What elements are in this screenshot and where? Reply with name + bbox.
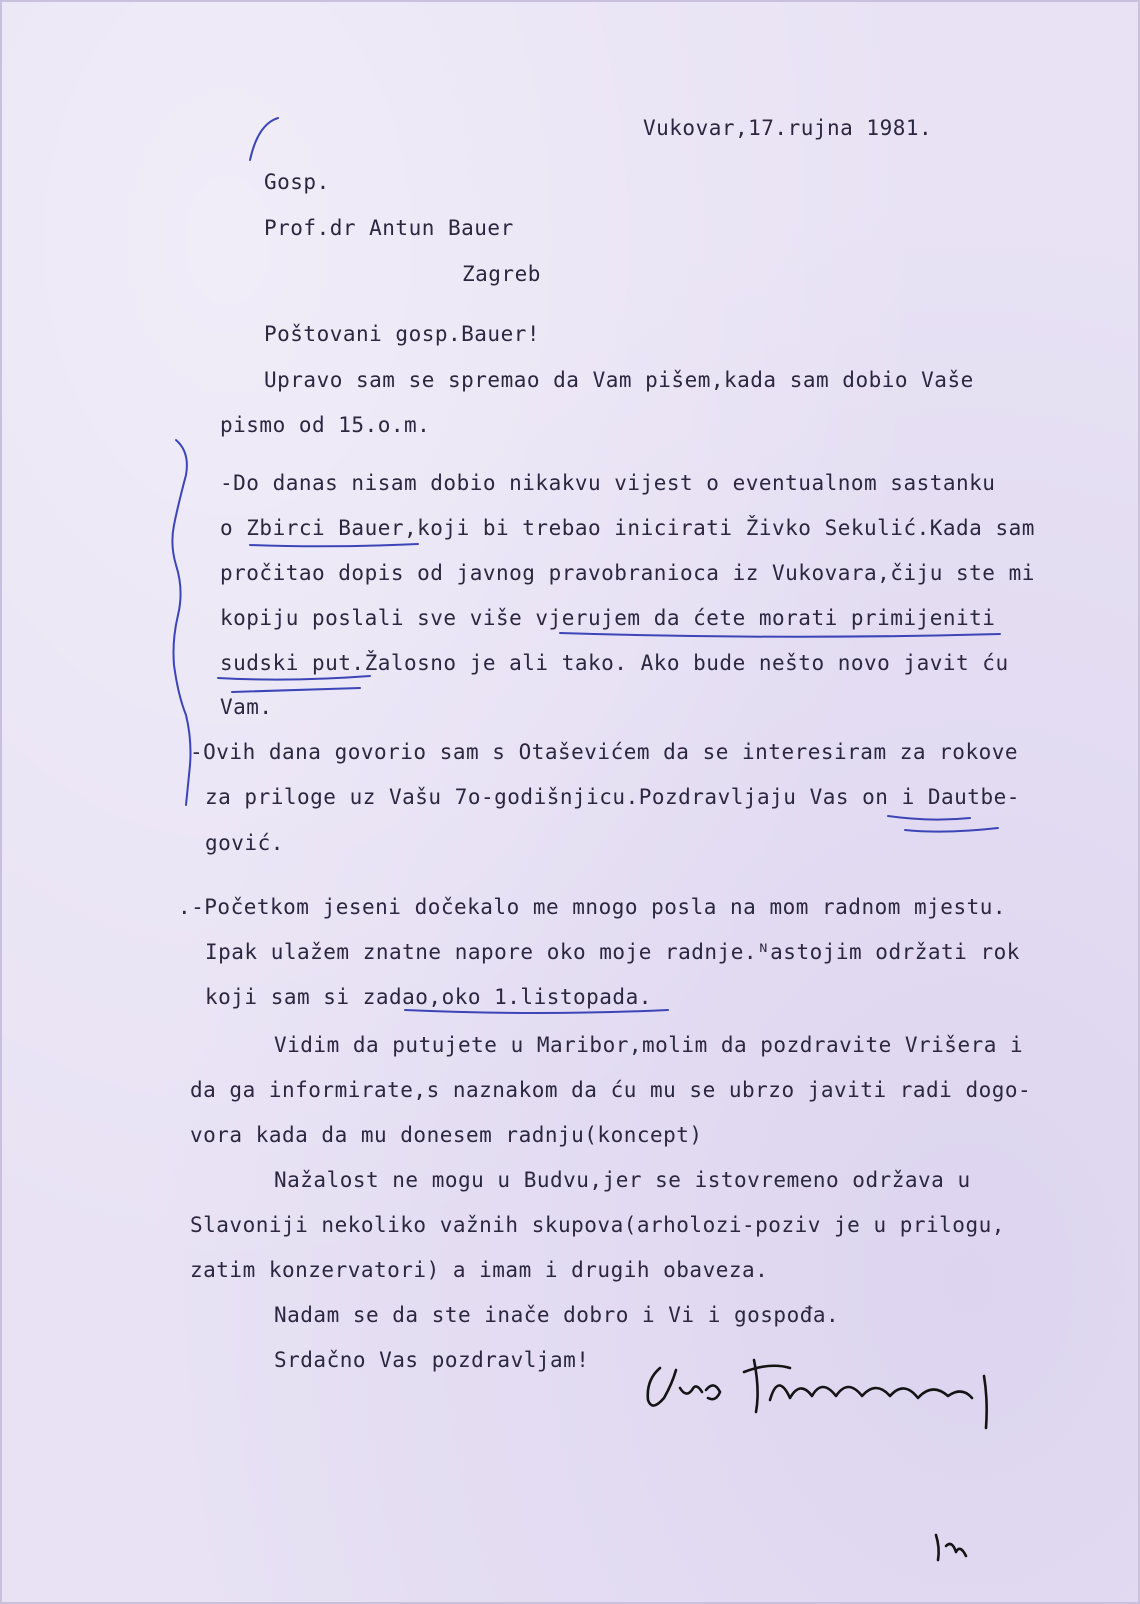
place-date: Vukovar,17.rujna 1981.: [643, 116, 933, 140]
corner-tick-mark: [250, 118, 278, 160]
greeting: Poštovani gosp.Bauer!: [264, 322, 541, 346]
maribor-line: Vidim da putujete u Maribor,molim da pozdravite Vrišera i: [274, 1033, 1024, 1057]
budva-line: Slavoniji nekoliko važnih skupova(arholozi-poziv je u prilogu,: [190, 1213, 1005, 1237]
point2-line: -Ovih dana govorio sam s Otaševićem da se interesiram za rokove: [190, 740, 1019, 764]
underline-zbirci-bauer: [250, 544, 418, 546]
budva-line: zatim konzervatori) a imam i drugih obaveza.: [190, 1258, 769, 1282]
underline-on-i-dautbe-2: [905, 828, 998, 832]
point3-line: koji sam si zadao,oko 1.listopada.: [205, 985, 652, 1009]
underline-sudski-put-2: [232, 688, 360, 692]
recipient-name: Prof.dr Antun Bauer: [264, 216, 514, 240]
underline-zadao: [405, 1010, 668, 1013]
point1-line: Vam.: [220, 695, 273, 719]
recipient-title: Gosp.: [264, 170, 330, 194]
point3-line: .-Početkom jeseni dočekalo me mnogo posla na mom radnom mjestu.: [178, 895, 1007, 919]
maribor-line: da ga informirate,s naznakom da ću mu se ubrzo javiti radi dogo-: [190, 1078, 1032, 1102]
point1-line: sudski put.Žalosno je ali tako. Ako bude nešto novo javit ću: [220, 651, 1009, 675]
maribor-line: vora kada da mu donesem radnju(koncept): [190, 1123, 703, 1147]
point2-line: za priloge uz Vašu 7o-godišnjicu.Pozdravljaju Vas on i Dautbe-: [205, 785, 1020, 809]
budva-line: Nažalost ne mogu u Budvu,jer se istovremeno održava u: [274, 1168, 971, 1192]
point1-line: o Zbirci Bauer,koji bi trebao inicirati Živko Sekulić.Kada sam: [220, 516, 1035, 540]
point2-line: gović.: [205, 831, 284, 855]
margin-bracket: [172, 440, 190, 805]
underline-on-i-dautbe: [888, 816, 970, 820]
closing-line: Srdačno Vas pozdravljam!: [274, 1348, 590, 1372]
point1-line: kopiju poslali sve više vjerujem da ćete morati primijeniti: [220, 606, 996, 630]
closing-line: Nadam se da ste inače dobro i Vi i gospođa.: [274, 1303, 840, 1327]
point1-line: pročitao dopis od javnog pravobranioca iz Vukovara,čiju ste mi: [220, 561, 1035, 585]
underline-vjerujem: [560, 633, 1000, 637]
underline-sudski-put: [218, 676, 370, 680]
point1-line: -Do danas nisam dobio nikakvu vijest o eventualnom sastanku: [220, 471, 996, 495]
point3-line: Ipak ulažem znatne napore oko moje radnje.ᴺastojim održati rok: [205, 940, 1020, 964]
recipient-city: Zagreb: [462, 262, 541, 286]
intro-line: pismo od 15.o.m.: [220, 413, 431, 437]
intro-line: Upravo sam se spremao da Vam pišem,kada sam dobio Vaše: [264, 368, 974, 392]
